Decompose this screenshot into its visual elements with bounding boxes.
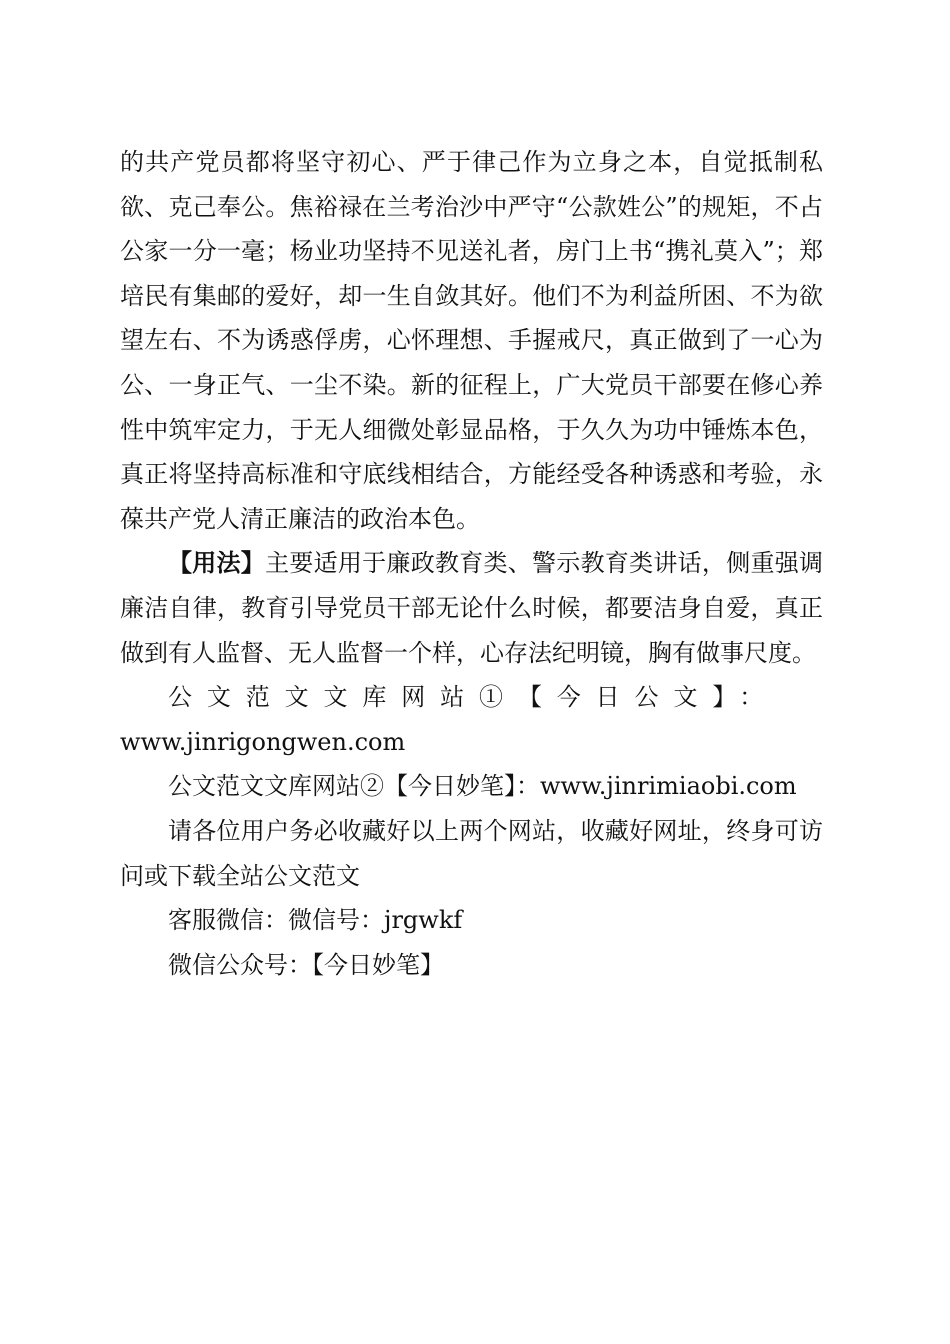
notice-paragraph: 请各位用户务必收藏好以上两个网站，收藏好网址，终身可访问或下载全站公文范文 — [120, 816, 823, 890]
site2-paragraph — [120, 764, 823, 809]
body-paragraph: 的共产党员都将坚守初心、严于律己作为立身之本，自觉抵制私欲、克己奉公。焦裕禄在兰考治沙中严守“公款姓公”的规矩，不占公家一分一毫；杨业功坚持不见送礼者，房门上书“携礼莫入”；郑培民有集邮的爱好，却一生自敛其好。他们不为利益所困、不为欲望左右、不为诱惑俘虏，心怀理想、手握戒尺，真正做到了一心为公、一身正气、一尘不染。新的征程上，广大党员干部要在修心养性中筑牢定力，于无人细微处彰显品格，于久久为功中锤炼本色，真正将坚持高标准和守底线相结合，方能经受各种诱惑和考验，永葆共产党人清正廉洁的政治本色。 — [120, 148, 823, 533]
wechat-official: 微信公众号：【今日妙笔】 — [168, 950, 444, 979]
site2-url[interactable]: www.jinrimiaobi.com — [540, 772, 797, 801]
site2-label: 公文范文文库网站②【今日妙笔】： — [168, 772, 540, 801]
site1-label: 公文范文文库网站①【今日公文】： — [168, 683, 779, 712]
usage-text: 主要适用于廉政教育类、警示教育类讲话，侧重强调廉洁自律，教育引导党员干部无论什么时候，都要洁身自爱，真正做到有人监督、无人监督一个样，心存法纪明镜，胸有做事尺度。 — [120, 549, 823, 667]
wechat-service: 客服微信：微信号：jrgwkf — [168, 906, 463, 935]
site1-url[interactable]: www.jinrigongwen.com — [120, 727, 406, 756]
document-page — [120, 140, 823, 987]
site1-paragraph — [120, 675, 823, 764]
usage-label: 【用法】 — [168, 548, 266, 578]
usage-paragraph — [120, 541, 823, 675]
